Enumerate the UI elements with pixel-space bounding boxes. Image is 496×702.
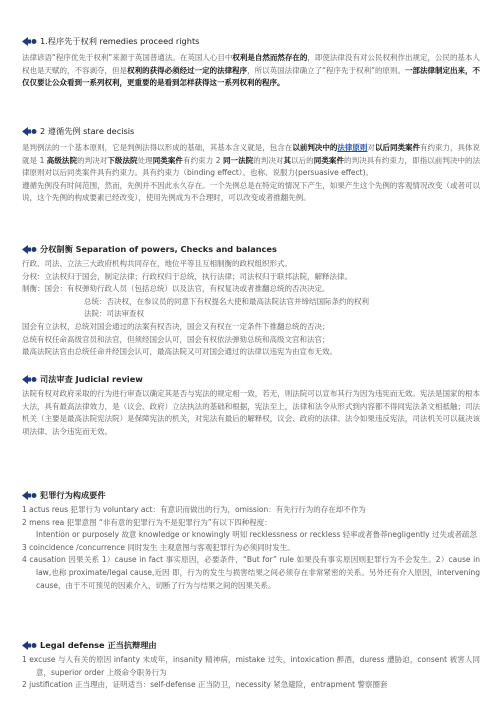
heading-text: 1.程序先于权利 remedies proceed rights [40,36,200,46]
bullet-arrow-icon [22,375,37,384]
bold-run: 下级法院 [107,155,138,165]
section-stare-decisis [22,126,480,205]
list-item: 2 mens rea 犯罪意图 “非有意的犯罪行为不是犯罪行为”有以下四种程度： [22,517,272,527]
text-run: 是判例法的一个基本原则，它是判例法得以形成的基础，其基本含义就是，包含在 [22,143,293,152]
text-line: 分权：立法权归于国会，制定法律；行政权归于总统，执行法律；司法权归于联邦法院，解释法律。 [22,271,352,281]
section-heading [22,36,480,47]
item-list [22,654,480,692]
text-line: 总统：否决权，在参议员的同意下有权提名大使和最高法院法官并缔结国际条约的权利 [84,296,369,306]
heading-text: 司法审查 Judicial review [40,374,143,384]
bold-run: 其 [283,155,292,165]
list-item: Intention or purposely 故意 knowledge or knowingly 明知 recklessness or reckless 轻率或者鲁莽negligently 过失或者疏忽 [36,530,477,540]
text-run: 的判决对 [77,155,108,165]
section-crime-elements [22,490,480,592]
bullet-arrow-icon [22,491,37,500]
paragraph [22,142,480,180]
text-run: ，所以英国法律确立了“程序先于权利”的原则。 [247,65,405,75]
legal-principle-link[interactable]: 法律原则 [337,143,368,152]
heading-text: Legal defense 正当抗辩理由 [40,640,157,650]
text-line: 总统有权任命高级官员和法官，但须经国会认可，国会有权依法弹劾总统和高级文官和法官； [22,334,330,344]
text-line: 制衡：国会：有权弹劾行政人员（包括总统）以及法官，有权复决或者推翻总统的否决决定。 [22,284,330,294]
text-run: 有约束力，具体说就是 1 [22,143,481,165]
text-run: 的判决具有约束力，即指以前判决中的法律原则对以后同类案件具有约束力。具有约束力（binding effect）。也称、说服力(persuasive effect)。 [22,155,481,178]
bullet-arrow-icon [22,245,37,254]
bullet-arrow-icon [22,127,37,136]
heading-text: 犯罪行为构成要件 [40,490,106,500]
list-item: 1 actus reus 犯罪行为 voluntary act：有意识而做出的行为，omission：有先行行为的存在却不作为 [22,505,366,514]
heading-text: 分权制衡 Separation of powers, Checks and balances [40,244,277,254]
line-list [22,258,480,359]
section-remedies [22,36,480,90]
text-run: 以后的 [291,155,314,165]
section-heading [22,126,480,137]
bold-run: 高级法院 [46,155,78,165]
bullet-arrow-icon [22,641,37,650]
bold-run: 权利是自然而然存在的 [232,53,308,62]
list-item: 4 causation 因果关系 1）cause in fact 事实原因，必要条件，“But for” rule 如果没有事实原因则犯罪行为不会发生。2）cause in law,也称 proximate/legal cause,近因 即，行为的发生与损害结果之间必须存在非常紧密的关系。另外还有介入原因，intervening cause，由于不可预见的因素介入，切断了行为与结果之间的因果关系。 [22,555,480,590]
paragraph: 法院有权对政府采取的行为进行审查以确定其是否与宪法的规定相一致，若无，则法院可以宣布其行为因为违宪而无效。宪法是国家的根本大法，具有最高法律效力，是（议会、政府）立法执法的基础和根据，宪法至上，法律和法令从形式到内容都不得同宪法条文相抵触；司法机关（主要是最高法院宪法院）是保障宪法的机关，对宪法有最后的解释权，议会、政府的法律、法令如果违反宪法，司法机关可以裁决该项法律、法令违宪而无效。 [22,389,480,436]
list-item: 2 justification 正当理由，证明适当：self-defense 正当防卫，necessity 紧急避险，entrapment 警察圈套 [22,680,388,690]
bold-run: 同一法院 [222,155,254,165]
item-list [22,504,480,592]
paragraph: 遵循先例没有时间范围，然而，先例并不因此永久存在。一个先例总是在特定的情况下产生，如果产生这个先例的客观情况改变（或者可以说，这个先例的构成要素已经改变），使用先例成为不合理时，可以改变或者推翻先例。 [22,180,480,203]
heading-text: 2 遵循先例 stare decisis [40,126,135,136]
bold-run: 同类案件 [313,155,345,165]
section-heading [22,374,480,385]
bold-run: 以后同类案件 [374,143,420,152]
text-line: 最高法院法官由总统任命并经国会认可，最高法院又可对国会通过的法律以违宪为由宣布无效。 [22,347,337,357]
bold-run: 以前判决中的 [292,143,338,152]
section-heading [22,490,480,501]
section-separation-of-powers [22,244,480,359]
text-run: 有约束力 2 [183,155,223,165]
list-item: 3 coincidence /concurrence 同时发生 主观意图与客观犯罪行为必须同时发生。 [22,542,295,552]
text-line: 国会有立法权，总统对国会通过的法案有权否决，国会又有权在一定条件下推翻总统的否决； [22,321,330,331]
bold-run: 权利的获得必须经过一定的法律程序 [127,65,248,75]
text-run: 处理 [137,155,153,165]
text-line: 行政、司法、立法三大政府机构共同存在，地位平等且互相制衡的政权组织形式。 [22,259,292,268]
bold-run: 一部法律制定出来，不仅仅要让公众看到一系列权利，更重要的是看到怎样获得这一系列权利的程序。 [22,65,481,88]
list-item: 1 excuse 与人有关的原因 infanty 未成年，insanity 精神病，mistake 过失，intoxication 醉酒，duress 遭胁迫，consent 被害人同意，superior order 上级命令职务行为 [22,655,480,677]
text-line: 法院：司法审查权 [84,309,144,319]
section-heading [22,640,480,651]
bullet-arrow-icon [22,37,37,46]
bold-run: 同类案件 [152,155,183,165]
section-legal-defense [22,640,480,692]
section-heading [22,244,480,255]
paragraph [22,52,480,90]
text-run: ，即使法律没有对公民权利作出规定，公民的基本人权也是天赋的，不容剥夺，但是 [22,53,480,75]
text-run: 对 [367,143,375,152]
text-run: 的判决对 [253,155,284,165]
section-judicial-review [22,374,480,438]
text-run: 法律谚语“程序优先于权利”来源于英国普通法。在英国人心目中 [22,53,233,62]
